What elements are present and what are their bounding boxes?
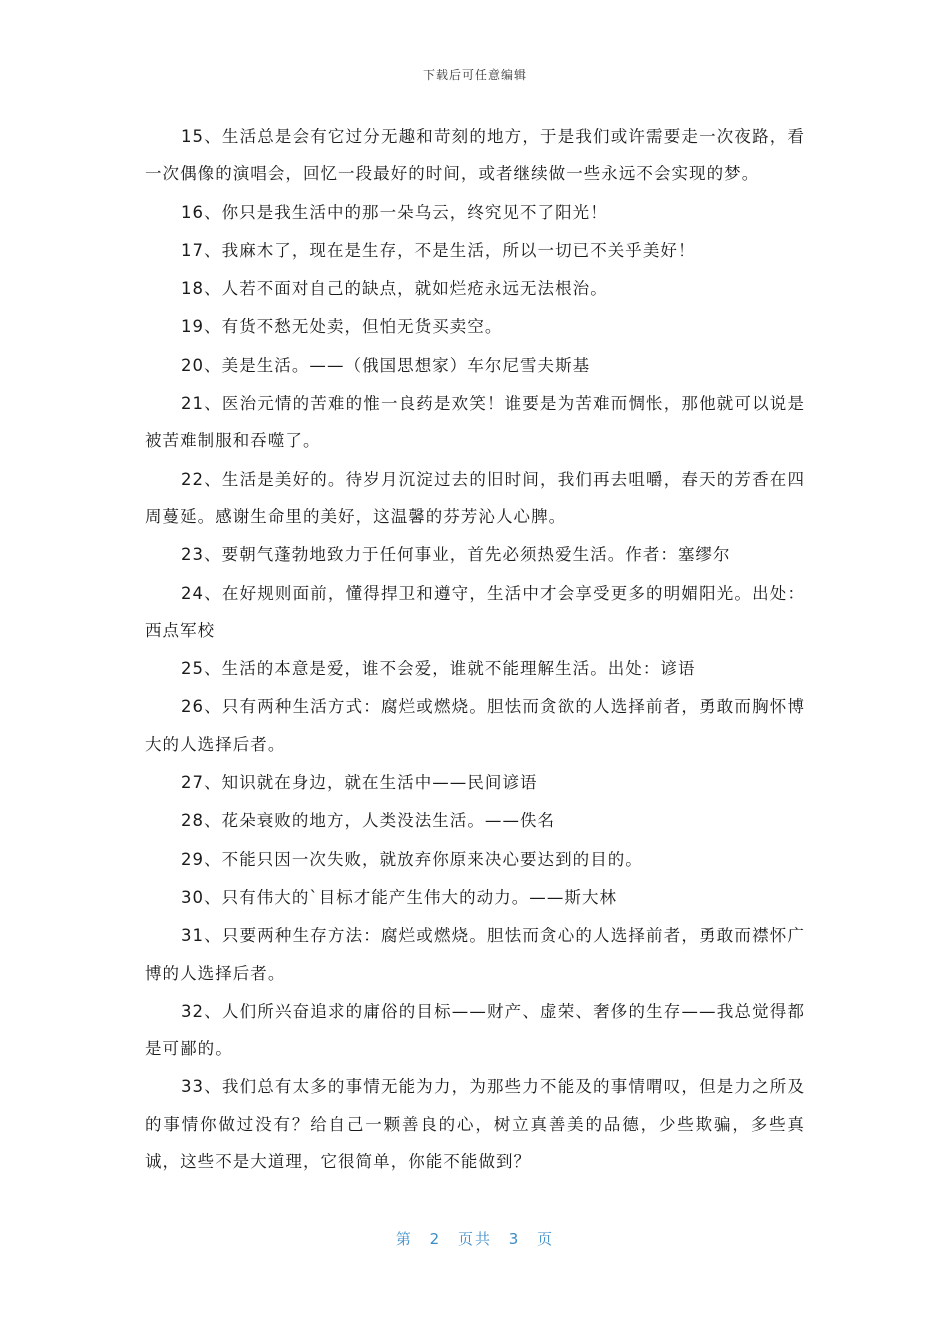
quote-paragraph-28: 28、花朵衰败的地方，人类没法生活。——佚名 — [181, 811, 556, 831]
quote-paragraph-19: 19、有货不愁无处卖，但怕无货买卖空。 — [181, 317, 503, 337]
page-header: 下载后可任意编辑 — [422, 68, 527, 82]
page-number-footer: 第 2 页共 3 页 — [395, 1230, 555, 1248]
quote-paragraph-23: 23、要朝气蓬勃地致力于任何事业，首先必须热爱生活。作者：塞缪尔 — [181, 545, 731, 565]
quote-paragraph-17: 17、我麻木了，现在是生存，不是生活，所以一切已不关乎美好！ — [181, 240, 696, 260]
quote-paragraph-22: 22、生活是美好的。待岁月沉淀过去的旧时间，我们再去咀嚼，春天的芳香在四周蔓延。感谢生命里的美好，这温馨的芬芳沁人心脾。 — [145, 469, 805, 526]
quote-paragraph-18: 18、人若不面对自己的缺点，就如烂疮永远无法根治。 — [181, 279, 608, 299]
quote-paragraph-26: 26、只有两种生活方式：腐烂或燃烧。胆怯而贪欲的人选择前者，勇敢而胸怀博大的人选择后者。 — [145, 697, 805, 754]
quote-paragraph-33: 33、我们总有太多的事情无能为力，为那些力不能及的事情喟叹，但是力之所及的事情你做过没有？给自己一颗善良的心，树立真善美的品德，少些欺骗，多些真诚，这些不是大道理，它很简单，你能不能做到？ — [145, 1077, 805, 1172]
quote-paragraph-32: 32、人们所兴奋追求的庸俗的目标——财产、虚荣、奢侈的生存——我总觉得都是可鄙的。 — [145, 1001, 805, 1059]
quote-paragraph-15: 15、生活总是会有它过分无趣和苛刻的地方，于是我们或许需要走一次夜路，看一次偶像的演唱会，回忆一段最好的时间，或者继续做一些永远不会实现的梦。 — [145, 127, 805, 184]
quote-paragraph-30: 30、只有伟大的`目标才能产生伟大的动力。——斯大林 — [181, 887, 618, 907]
quote-paragraph-27: 27、知识就在身边，就在生活中——民间谚语 — [181, 773, 538, 793]
document-body — [145, 118, 805, 1181]
quote-paragraph-31: 31、只要两种生存方法：腐烂或燃烧。胆怯而贪心的人选择前者，勇敢而襟怀广博的人选择后者。 — [145, 926, 805, 983]
quote-paragraph-20: 20、美是生活。——（俄国思想家）车尔尼雪夫斯基 — [181, 355, 591, 375]
quote-paragraph-21: 21、医治元情的苦难的惟一良药是欢笑！谁要是为苦难而惆怅，那他就可以说是被苦难制服和吞噬了。 — [145, 394, 805, 451]
quote-paragraph-29: 29、不能只因一次失败，就放弃你原来决心要达到的目的。 — [181, 849, 643, 869]
quote-paragraph-25: 25、生活的本意是爱，谁不会爱，谁就不能理解生活。出处：谚语 — [181, 659, 696, 679]
quote-paragraph-16: 16、你只是我生活中的那一朵乌云，终究见不了阳光！ — [181, 202, 608, 222]
quote-paragraph-24: 24、在好规则面前，懂得捍卫和遵守，生活中才会享受更多的明媚阳光。出处：西点军校 — [145, 583, 805, 640]
